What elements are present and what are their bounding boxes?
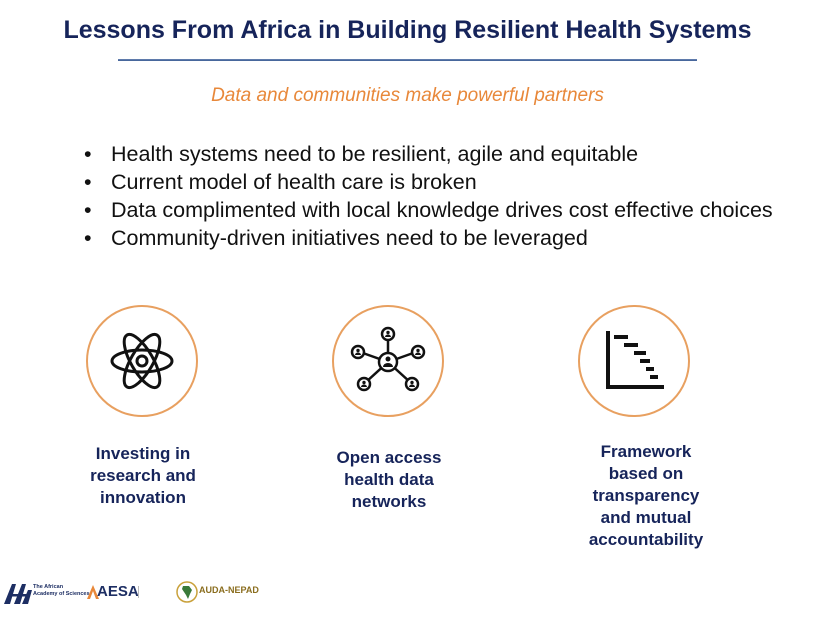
gantt-chart-icon-circle	[578, 305, 690, 417]
atom-icon-circle	[86, 305, 198, 417]
auda-logo-text: AUDA-NEPAD	[199, 585, 259, 595]
bullet-item: • Current model of health care is broken	[84, 168, 784, 196]
footer-logos	[0, 578, 300, 608]
slide-subtitle: Data and communities make powerful partners	[211, 85, 604, 106]
auda-africa-icon	[176, 581, 198, 603]
slide-title: Lessons From Africa in Building Resilient Health Systems	[63, 16, 752, 44]
gantt-chart-icon	[602, 329, 666, 393]
title-divider	[118, 59, 697, 61]
pillar-caption-framework: Framework based on transparency and mutual accountability	[588, 442, 704, 549]
bullet-item: • Data complimented with local knowledge drives cost effective choices	[84, 196, 784, 224]
pillar-caption-data-networks: Open access health data networks	[336, 448, 442, 511]
bullet-item: • Community-driven initiatives need to be leveraged	[84, 224, 784, 252]
pillar-caption-research: Investing in research and innovation	[90, 444, 196, 507]
aesa-logo-text: AESA	[97, 583, 139, 600]
bullet-list	[84, 140, 784, 252]
network-icon-circle	[332, 305, 444, 417]
logo-divider	[138, 586, 171, 598]
aas-logo-icon	[2, 580, 34, 606]
aas-logo-text: The African Academy of Sciences	[33, 584, 90, 597]
bullet-item: • Health systems need to be resilient, agile and equitable	[84, 140, 784, 168]
atom-icon	[107, 326, 177, 396]
network-icon	[348, 326, 428, 396]
